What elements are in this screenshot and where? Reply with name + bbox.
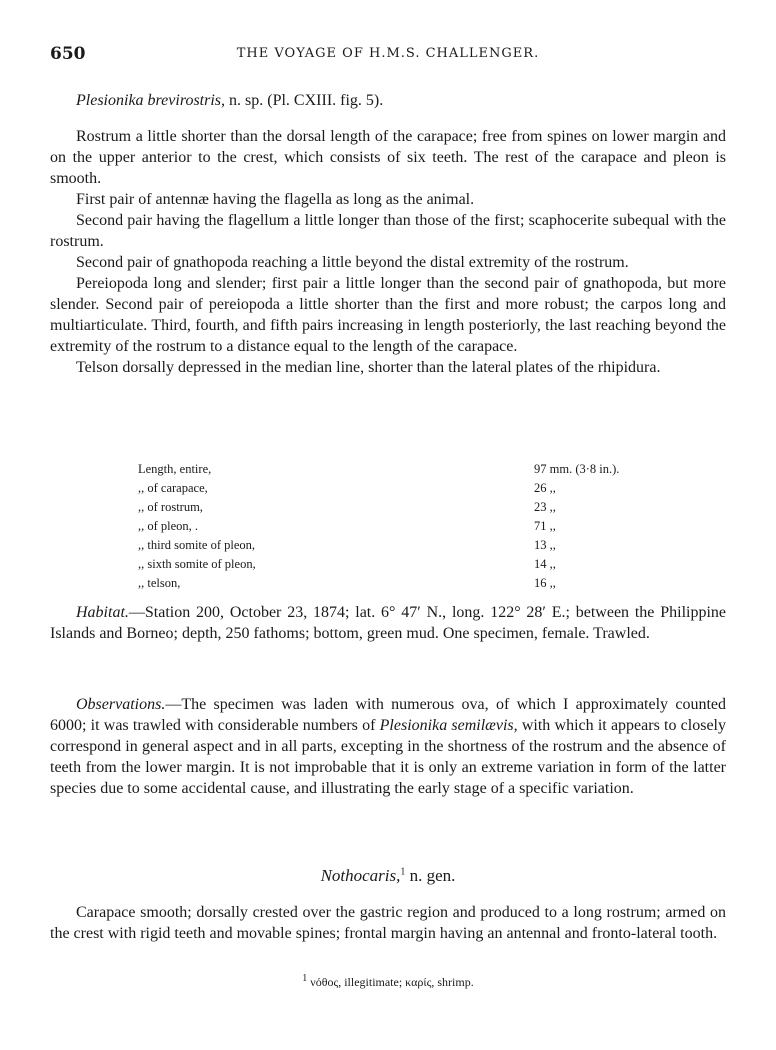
measurement-label: ,, of pleon, . <box>138 519 199 533</box>
measurements-table <box>138 460 658 593</box>
habitat-text: —Station 200, October 23, 1874; lat. 6° 47′ N., long. 122° 28′ E.; between the Philippine Islands and Borneo; depth, 250 fathoms; bottom, green mud. One specimen, female. Trawled. <box>50 604 726 642</box>
description-paragraph: First pair of antennæ having the flagella as long as the animal. <box>76 191 475 208</box>
measurement-row <box>138 460 658 479</box>
measurement-value: 14 ,, <box>534 557 556 571</box>
species-description <box>50 126 726 378</box>
observations-text-rest: with which it appears to closely correspond in general aspect and in all parts, excepting in the shortness of the rostrum and the absence of teeth from the lower margin. It is not improbable that it is only an extreme variation in form of the latter species due to some accidental cause, and illustrating the early stage of a specific variation. <box>50 717 727 797</box>
measurement-label: ,, telson, <box>138 576 181 590</box>
page-number: 650 <box>50 44 86 64</box>
measurement-row <box>138 536 658 555</box>
description-paragraph: Rostrum a little shorter than the dorsal length of the carapace; free from spines on lower margin and on the upper anterior to the crest, which consists of six teeth. The rest of the carapace and pleon is smooth. <box>50 128 726 187</box>
observations-label: Observations. <box>76 696 166 713</box>
description-paragraph: Pereiopoda long and slender; first pair a little longer than the second pair of gnathopoda, but more slender. Second pair of pereiopoda a little shorter than the first and more robust; the carpos long and multiarticulate. Third, fourth, and fifth pairs increasing in length posteriorly, the last reaching beyond the extremity of the rostrum to a distance equal to the length of the carapace. <box>50 275 726 355</box>
measurement-row <box>138 479 658 498</box>
description-paragraph: Telson dorsally depressed in the median line, shorter than the lateral plates of the rhipidura. <box>76 359 661 376</box>
genus-description <box>50 902 726 944</box>
measurement-row <box>138 555 658 574</box>
footnote <box>0 975 776 990</box>
measurement-label: ,, of carapace, <box>138 481 208 495</box>
measurement-value: 13 ,, <box>534 538 556 552</box>
footnote-text: νόθος, illegitimate; καρίς, shrimp. <box>307 975 474 989</box>
measurement-value: 71 ,, <box>534 519 556 533</box>
page-header <box>50 44 726 68</box>
description-paragraph: Second pair having the flagellum a little longer than those of the first; scaphocerite subequal with the rostrum. <box>50 212 726 250</box>
species-name: Plesionika brevirostris, <box>76 92 226 109</box>
genus-description-text: Carapace smooth; dorsally crested over the gastric region and produced to a long rostrum; armed on the crest with rigid teeth and movable spines; frontal margin having an antennal and fronto-lateral tooth. <box>50 904 726 942</box>
measurement-label: ,, third somite of pleon, <box>138 538 255 552</box>
genus-name: Nothocaris, <box>320 866 401 885</box>
genus-heading <box>0 866 776 886</box>
genus-heading-rest: n. gen. <box>405 866 456 885</box>
description-paragraph: Second pair of gnathopoda reaching a little beyond the distal extremity of the rostrum. <box>76 254 629 271</box>
measurement-value: 23 ,, <box>534 500 556 514</box>
measurement-row <box>138 574 658 593</box>
measurement-label: ,, of rostrum, <box>138 500 203 514</box>
measurement-row <box>138 517 658 536</box>
observations-paragraph <box>50 694 726 799</box>
measurement-label: ,, sixth somite of pleon, <box>138 557 256 571</box>
measurement-row <box>138 498 658 517</box>
footnote-ref: 1 <box>400 866 406 878</box>
measurement-value: 16 ,, <box>534 576 556 590</box>
measurement-value: 97 mm. (3·8 in.). <box>534 462 620 476</box>
observations-species: Plesionika semilævis, <box>379 717 518 734</box>
running-title: THE VOYAGE OF H.M.S. CHALLENGER. <box>236 46 540 61</box>
habitat-paragraph <box>50 602 726 644</box>
species-heading-rest: n. sp. (Pl. CXIII. fig. 5). <box>225 92 384 109</box>
measurement-value: 26 ,, <box>534 481 556 495</box>
observations-text: —The specimen was laden with numerous ova, of which I approximately counted 6000; it was trawled with considerable numbers of <box>50 696 726 734</box>
measurement-label: Length, entire, <box>138 462 212 476</box>
species-heading <box>76 92 383 110</box>
habitat-label: Habitat. <box>76 604 129 621</box>
footnote-mark: 1 <box>302 973 308 984</box>
